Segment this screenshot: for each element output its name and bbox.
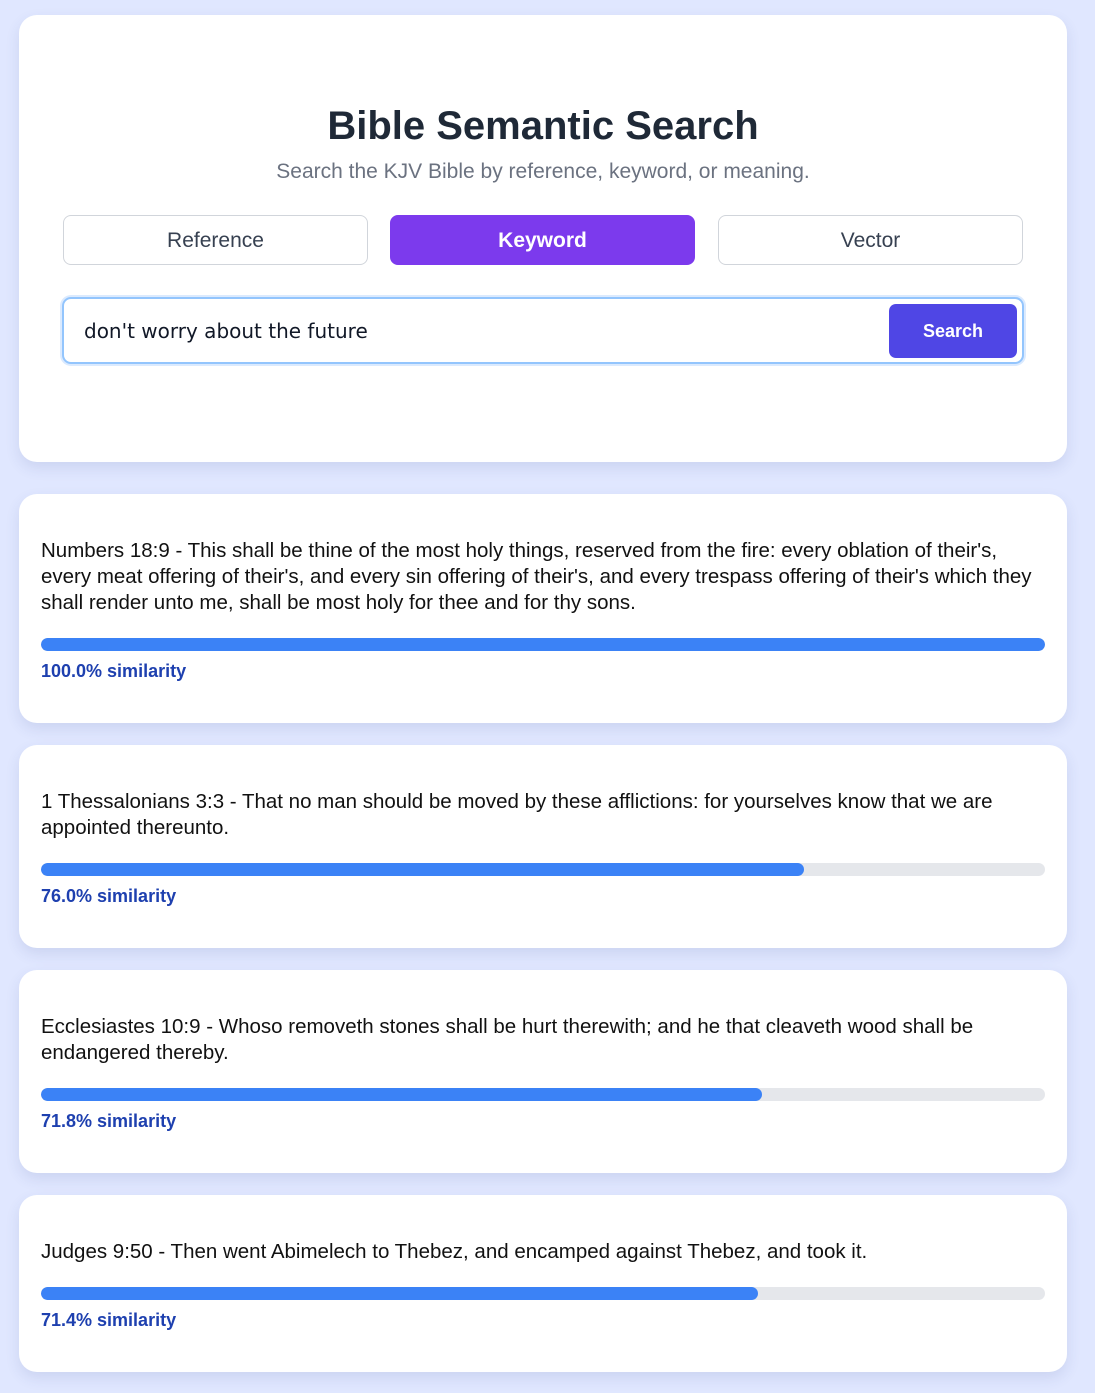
tab-keyword[interactable]: Keyword — [390, 215, 695, 265]
similarity-bar-fill — [41, 1287, 758, 1300]
similarity-bar — [41, 1088, 1045, 1101]
tab-reference[interactable]: Reference — [63, 215, 368, 265]
tab-vector[interactable]: Vector — [718, 215, 1023, 265]
result-card — [19, 745, 1067, 948]
similarity-label: 71.4% similarity — [41, 1310, 177, 1330]
similarity-bar-fill — [41, 1088, 762, 1101]
page-title: Bible Semantic Search — [327, 104, 759, 148]
result-verse-text: Numbers 18:9 - This shall be thine of the most holy things, reserved from the fire: every oblation of their's, every meat offering of their's, and every sin offering of their's, and every trespass offering of their's which they shall render unto me, shall be most holy for thee and for thy sons. — [41, 539, 1032, 614]
page-subtitle: Search the KJV Bible by reference, keyword, or meaning. — [276, 160, 810, 183]
similarity-label: 100.0% similarity — [41, 661, 187, 681]
similarity-bar — [41, 638, 1045, 651]
similarity-bar-fill — [41, 638, 1045, 651]
similarity-label: 76.0% similarity — [41, 886, 177, 906]
search-button[interactable]: Search — [889, 304, 1017, 358]
result-card — [19, 1195, 1067, 1372]
result-verse-text: Ecclesiastes 10:9 - Whoso removeth stones shall be hurt therewith; and he that cleaveth wood shall be endangered thereby. — [41, 1015, 974, 1064]
result-verse-text: Judges 9:50 - Then went Abimelech to Thebez, and encamped against Thebez, and took it. — [41, 1240, 868, 1263]
search-input[interactable] — [84, 299, 884, 362]
result-verse-text: 1 Thessalonians 3:3 - That no man should be moved by these afflictions: for yourselves know that we are appointed thereunto. — [41, 790, 993, 839]
similarity-bar — [41, 863, 1045, 876]
search-box — [62, 297, 1024, 364]
similarity-label: 71.8% similarity — [41, 1111, 177, 1131]
similarity-bar — [41, 1287, 1045, 1300]
result-card — [19, 494, 1067, 723]
similarity-bar-fill — [41, 863, 804, 876]
result-card — [19, 970, 1067, 1173]
search-panel — [19, 15, 1067, 462]
